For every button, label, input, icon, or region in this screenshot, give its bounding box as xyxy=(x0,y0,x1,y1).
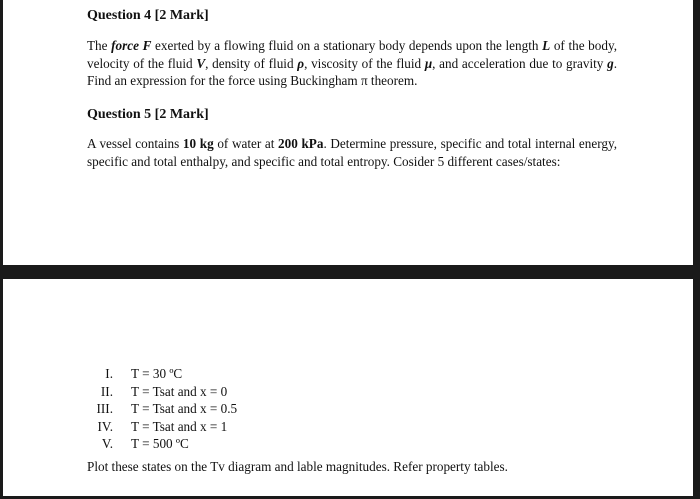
q4-gravity-symbol: g xyxy=(607,55,614,71)
q5-pressure-value: 200 kPa xyxy=(278,136,324,151)
question-5-title: Question 5 [2 Mark] xyxy=(87,107,209,122)
question-5-block xyxy=(87,106,617,170)
q5-text-part: . Determine pressure, specific and total internal energy, specific and total enthalpy, and specific and total entropy. Cosider 5 different cases/states: xyxy=(87,136,618,169)
list-item xyxy=(87,400,587,418)
q4-text-part: The xyxy=(87,38,112,53)
states-list xyxy=(87,365,587,453)
list-item-number: I. xyxy=(105,366,113,381)
q4-text-part: . Find an expression for the force using Buckingham π theorem. xyxy=(87,55,617,88)
q4-text-part: , viscosity of the fluid xyxy=(304,55,425,71)
question-4-block xyxy=(87,7,617,90)
question-4-text xyxy=(87,37,617,90)
q4-viscosity-symbol: μ xyxy=(424,55,433,71)
q4-velocity-symbol: V xyxy=(196,55,206,71)
list-item-number: II. xyxy=(100,383,113,399)
list-item xyxy=(87,435,587,453)
q4-text-part: exerted by a flowing fluid on a stationary body depends upon the length xyxy=(151,38,543,53)
q4-force-term: force F xyxy=(111,38,152,53)
plot-instruction: Plot these states on the Tv diagram and lable magnitudes. Refer property tables. xyxy=(87,459,508,474)
list-item-text: T = Tsat and x = 0.5 xyxy=(131,401,238,416)
list-item-number: IV. xyxy=(97,418,113,434)
list-item xyxy=(87,418,587,436)
q5-text-part: A vessel contains xyxy=(87,136,183,151)
document-page-top xyxy=(3,0,693,265)
document-page-bottom xyxy=(3,279,693,496)
list-item-text: T = 500 ºC xyxy=(131,436,189,451)
q4-density-symbol: ρ xyxy=(297,55,305,71)
question-5-text xyxy=(87,135,617,170)
list-item-number: V. xyxy=(101,436,113,451)
question-4-title: Question 4 [2 Mark] xyxy=(87,8,209,23)
q4-text-part: of the body, velocity of the fluid xyxy=(87,38,617,71)
q4-length-symbol: L xyxy=(542,38,551,53)
list-item xyxy=(87,383,587,401)
list-item xyxy=(87,365,587,383)
q5-mass-value: 10 kg xyxy=(182,136,214,151)
list-item-text: T = Tsat and x = 1 xyxy=(131,418,228,434)
q5-text-part: of water at xyxy=(213,136,279,151)
list-item-number: III. xyxy=(96,401,113,416)
list-item-text: T = Tsat and x = 0 xyxy=(131,383,228,399)
list-item-text: T = 30 ºC xyxy=(131,366,183,381)
q4-text-part: , and acceleration due to gravity xyxy=(432,55,608,71)
q4-text-part: , density of fluid xyxy=(205,55,298,71)
